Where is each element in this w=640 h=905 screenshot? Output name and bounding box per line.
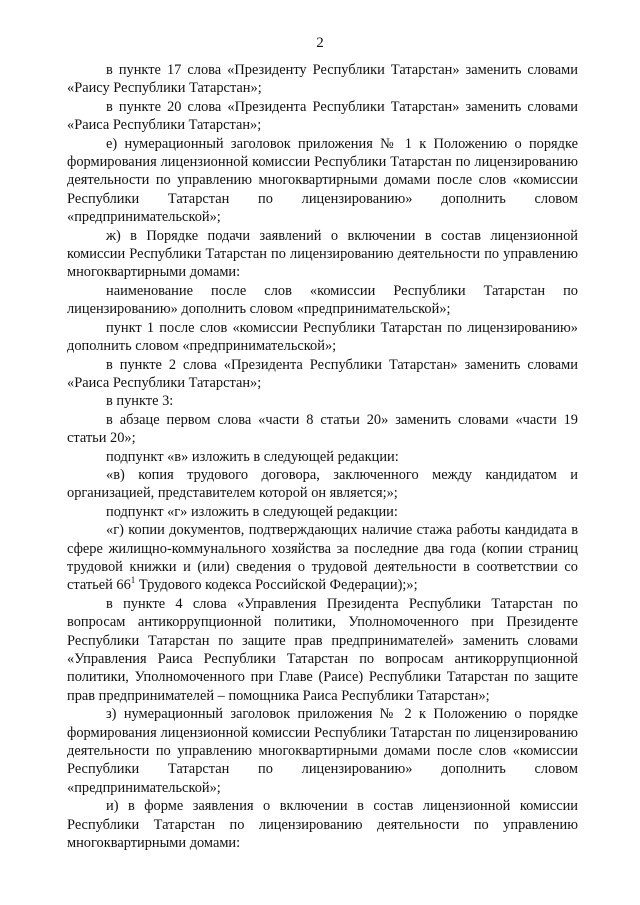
paragraph-13-main: «г) копии документов, подтверждающих наличие стажа работы кандидата в сфере жилищно-коммунального хозяйства за последние два года (копии страниц трудовой книжки и (или) сведения о трудовой деятельности в соответствии со статьей 66: [67, 522, 578, 594]
paragraph-15: з) нумерационный заголовок приложения № 2 к Положению о порядке формирования лицензионной комиссии Республики Татарстан по лицензированию деятельности по управлению многоквартирными домами после слов «комиссии Республики Татарстан по лицензированию» дополнить словом «предпринимательской»;: [67, 706, 578, 796]
page-number: 2: [316, 35, 324, 51]
paragraph-1: в пункте 17 слова «Президенту Республики Татарстан» заменить словами «Раису Республики Татарстан»;: [67, 62, 578, 97]
paragraph-8: в пункте 3:: [106, 393, 174, 410]
paragraph-10: подпункт «в» изложить в следующей редакции:: [106, 448, 399, 465]
paragraph-14: в пункте 4 слова «Управления Президента Республики Татарстан по вопросам антикоррупционной политики, Уполномоченного при Президенте Республики Татарстан по защите прав предпринимателей» заменить словами «Управления Раиса Республики Татарстан по вопросам антикоррупционной политики, Уполномоченного при Главе (Раисе) Республики Татарстан по защите прав предпринимателей – помощника Раиса Республики Татарстан»;: [67, 595, 578, 704]
paragraph-16: и) в форме заявления о включении в состав лицензионной комиссии Республики Татарстан по лицензированию деятельности по управлению многоквартирными домами:: [67, 798, 578, 852]
paragraph-6: пункт 1 после слов «комиссии Республики Татарстан по лицензированию» дополнить словом «предпринимательской»;: [67, 319, 578, 355]
paragraph-11: «в) копия трудового договора, заключенного между кандидатом и организацией, представителем которой он является;»;: [67, 466, 578, 502]
article-superscript: 1: [130, 575, 136, 586]
paragraph-5: наименование после слов «комиссии Республики Татарстан по лицензированию» дополнить словом «предпринимательской»;: [67, 282, 578, 318]
paragraph-13-tail: Трудового кодекса Российской Федерации);»;: [135, 577, 418, 594]
paragraph-13: [67, 521, 578, 595]
paragraph-2: в пункте 20 слова «Президента Республики Татарстан» заменить словами «Раиса Республики Татарстан»;: [67, 98, 578, 134]
paragraph-3: е) нумерационный заголовок приложения № 1 к Положению о порядке формирования лицензионной комиссии Республики Татарстан по лицензированию деятельности по управлению многоквартирными домами после слов «комиссии Республики Татарстан по лицензированию» дополнить словом «предпринимательской»;: [67, 135, 578, 226]
paragraph-9: в абзаце первом слова «части 8 статьи 20» заменить словами «части 19 статьи 20»;: [67, 411, 578, 447]
paragraph-7: в пункте 2 слова «Президента Республики Татарстан» заменить словами «Раиса Республики Татарстан»;: [67, 356, 578, 391]
document-body: [67, 61, 578, 852]
paragraph-4: ж) в Порядке подачи заявлений о включении в состав лицензионной комиссии Республики Татарстан по лицензированию деятельности по управлению многоквартирными домами:: [67, 227, 578, 281]
paragraph-12: подпункт «г» изложить в следующей редакции:: [106, 503, 398, 520]
